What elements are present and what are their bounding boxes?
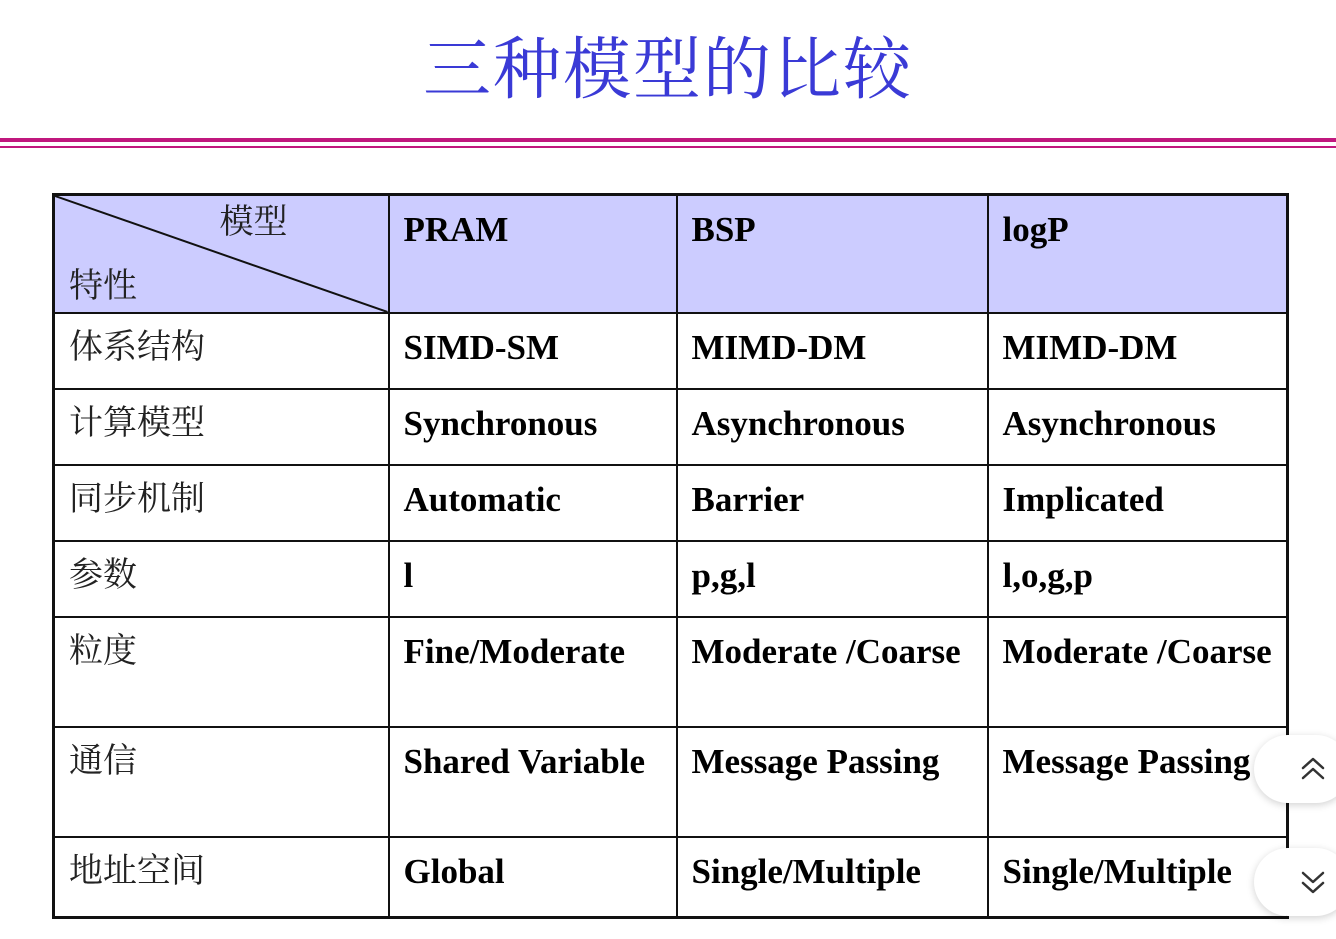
column-header-logp: logP	[988, 195, 1288, 314]
table-cell: MIMD-DM	[677, 313, 988, 389]
table-cell: Single/Multiple	[677, 837, 988, 918]
table-cell: Synchronous	[389, 389, 677, 465]
table-cell: MIMD-DM	[988, 313, 1288, 389]
table-cell: Global	[389, 837, 677, 918]
table-cell: Automatic	[389, 465, 677, 541]
table-cell: Single/Multiple	[988, 837, 1288, 918]
chevron-double-up-icon	[1298, 754, 1328, 784]
row-label: 参数	[54, 541, 389, 617]
corner-label-model: 模型	[219, 202, 288, 242]
table-cell: Asynchronous	[677, 389, 988, 465]
row-label: 体系结构	[54, 313, 389, 389]
table-row	[54, 837, 1288, 918]
comparison-table	[52, 193, 1289, 919]
table-header-row	[54, 195, 1288, 314]
table-row	[54, 465, 1288, 541]
title-divider-thick	[0, 138, 1336, 142]
column-header-pram: PRAM	[389, 195, 677, 314]
table-cell: p,g,l	[677, 541, 988, 617]
table-row	[54, 389, 1288, 465]
table-cell: SIMD-SM	[389, 313, 677, 389]
table-cell: l,o,g,p	[988, 541, 1288, 617]
corner-label-feature: 特性	[69, 266, 137, 306]
table-cell: Message Passing	[677, 727, 988, 837]
table-row	[54, 313, 1288, 389]
table-cell: l	[389, 541, 677, 617]
table-cell: Barrier	[677, 465, 988, 541]
table-cell: Fine/Moderate	[389, 617, 677, 727]
chevron-double-down-icon	[1298, 867, 1328, 897]
table-cell: Asynchronous	[988, 389, 1288, 465]
title-divider-thin	[0, 146, 1336, 148]
table-row	[54, 541, 1288, 617]
page-title: 三种模型的比较	[422, 31, 913, 110]
scroll-down-button[interactable]	[1254, 848, 1336, 916]
column-header-bsp: BSP	[677, 195, 988, 314]
table-cell: Shared Variable	[389, 727, 677, 837]
scroll-up-button[interactable]	[1254, 735, 1336, 803]
table-cell: Moderate /Coarse	[677, 617, 988, 727]
table-corner-cell	[54, 195, 389, 314]
row-label: 同步机制	[54, 465, 389, 541]
table-cell: Implicated	[988, 465, 1288, 541]
table-cell: Moderate /Coarse	[988, 617, 1288, 727]
table-cell: Message Passing	[988, 727, 1288, 837]
row-label: 计算模型	[54, 389, 389, 465]
row-label: 地址空间	[54, 837, 389, 918]
row-label: 粒度	[54, 617, 389, 727]
row-label: 通信	[54, 727, 389, 837]
table-row	[54, 727, 1288, 837]
table-row	[54, 617, 1288, 727]
